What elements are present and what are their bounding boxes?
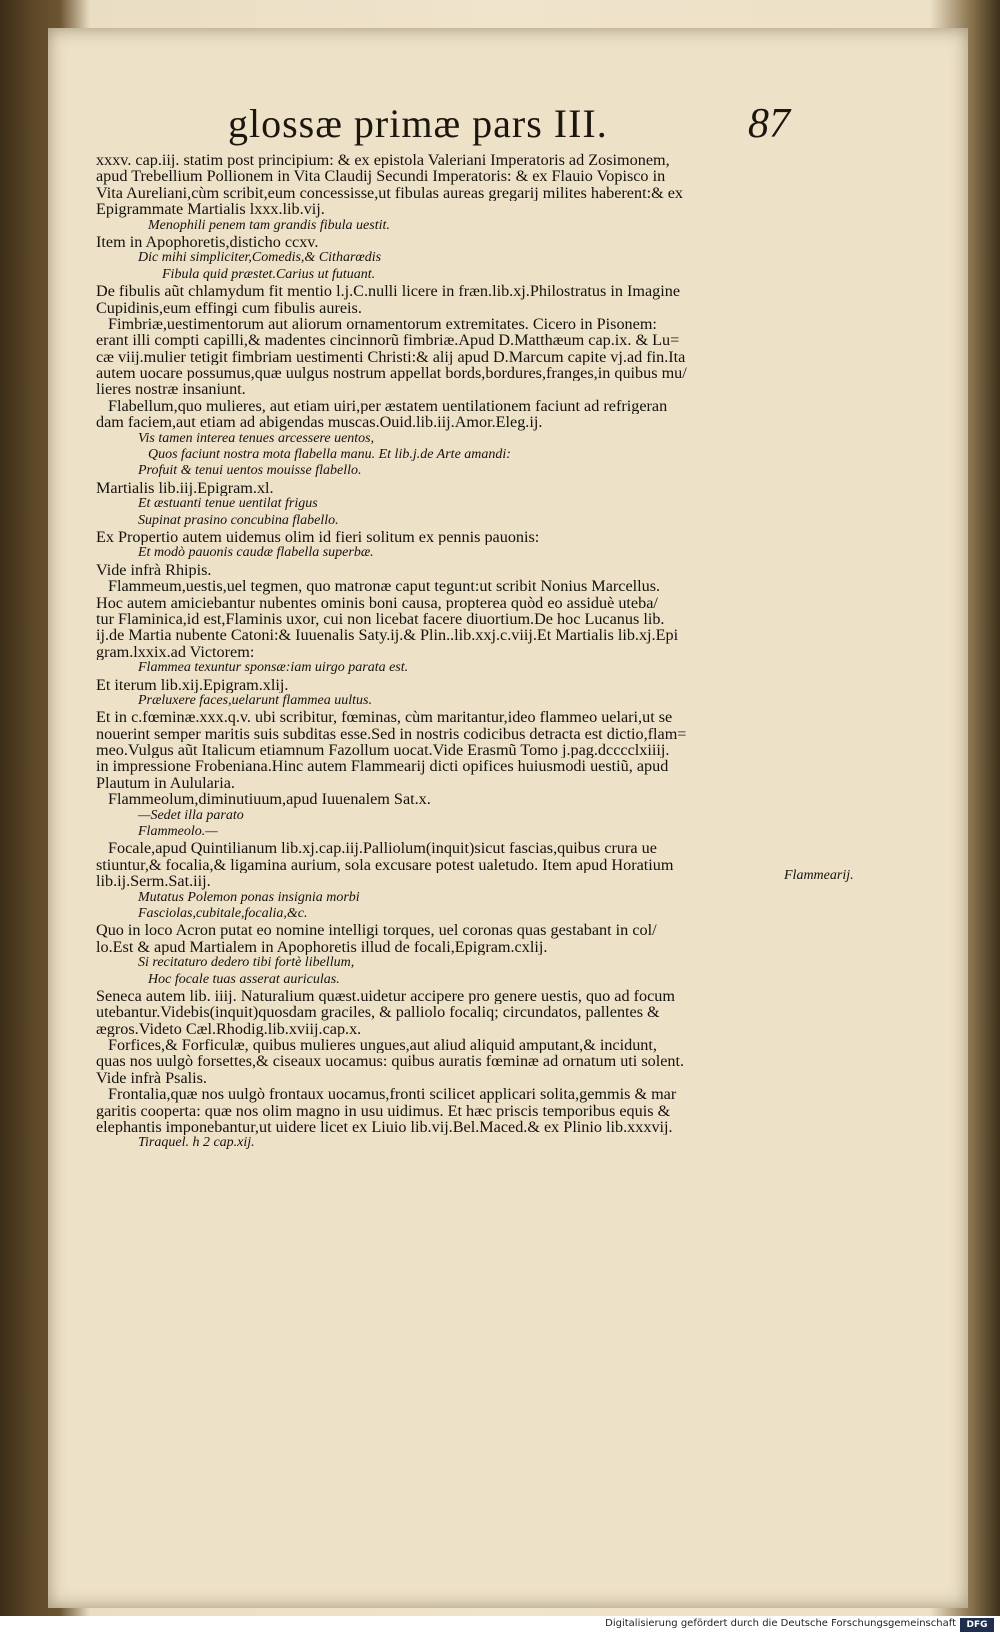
page-number: 87 <box>748 101 790 147</box>
text-line: ægros.Videto Cæl.Rhodig.lib.xviij.cap.x. <box>96 1020 362 1038</box>
text-line: Cupidinis,eum effingi cum fibulis aureis. <box>96 299 362 316</box>
text-line: Martialis lib.iij.Epigram.xl. <box>96 479 274 497</box>
text-line: Dic mihi simpliciter,Comedis,& Citharœdis <box>138 250 382 266</box>
text-line: dam faciem,aut etiam ad abigendas muscas.Ouid.lib.iij.Amor.Eleg.ij. <box>96 414 543 431</box>
text-line: Flammea texuntur sponsæ:iam uirgo parata est. <box>138 660 409 676</box>
text-line: Et iterum lib.xij.Epigram.xlij. <box>96 676 289 693</box>
text-line: Vis tamen interea tenues arcessere uentos, <box>138 430 375 446</box>
text-line: Vide infrà Psalis. <box>96 1069 207 1087</box>
footer-bar <box>0 1616 1000 1634</box>
text-line: stiuntur,& focalia,& ligamina aurium, sola excusare potest ualetudo. Item apud Horatium <box>96 856 674 874</box>
text-line: lib.ij.Serm.Sat.iij. <box>96 873 211 890</box>
text-line: apud Trebellium Pollionem in Vita Claudij Secundi Imperatoris: & ex Flauio Vopisco in <box>96 168 666 185</box>
text-line: Focale,apud Quintilianum lib.xj.cap.iij.Palliolum(inquit)sicut fascias,quibus crura ue <box>108 840 657 857</box>
footer-credit: Digitalisierung gefördert durch die Deutsche Forschungsgemeinschaft <box>605 1618 956 1629</box>
text-line: lieres nostræ insaniunt. <box>96 381 246 398</box>
text-line: Mutatus Polemon ponas insignia morbi <box>138 889 360 905</box>
text-line: meo.Vulgus aũt Italicum etiamnum Fazollum uocat.Vide Erasmũ Tomo j.pag.dcccclxiiij. <box>96 742 670 759</box>
text-line: Seneca autem lib. iiij. Naturalium quæst.uidetur accipere pro genere uestis, quo ad focum <box>96 987 675 1005</box>
text-line: Forfices,& Forficulæ, quibus mulieres ungues,aut aliud aliquid amputant,& incidunt, <box>108 1037 657 1054</box>
text-line: Fimbriæ,uestimentorum aut aliorum ornamentorum extremitates. Cicero in Pisonem: <box>108 315 657 333</box>
text-line: Fibula quid præstet.Carius ut futuant. <box>162 266 376 282</box>
text-line: Et modò pauonis caudæ flabella superbæ. <box>138 545 374 561</box>
body-text <box>96 152 792 1152</box>
text-line: Item in Apophoretis,disticho ccxv. <box>96 233 319 251</box>
text-line: Et æstuanti tenue uentilat frigus <box>138 496 318 512</box>
text-line: garitis cooperta: quæ nos olim magno in usu uidimus. Et hæc priscis temporibus equis & <box>96 1102 671 1120</box>
text-line: xxxv. cap.iij. statim post principium: & ex epistola Valeriani Imperatoris ad Zosimonem, <box>96 152 670 169</box>
text-line: Ex Propertio autem uidemus olim id fieri solitum ex pennis pauonis: <box>96 528 540 546</box>
text-line: utebantur.Videbis(inquit)quosdam graciles, & palliolo focaliq; circundatos, pallentes & <box>96 1004 660 1021</box>
text-line: quas nos uulgò forsettes,& ciseaux uocamus: quibus auratis fœminæ ad ornatum uti solent. <box>96 1053 685 1070</box>
text-line: Flabellum,quo mulieres, aut etiam uiri,per æstatem uentilationem faciunt ad refrigeran <box>108 397 668 415</box>
text-line: Quos faciunt nostra mota flabella manu. Et lib.j.de Arte amandi: <box>148 447 511 463</box>
text-line: Fasciolas,cubitale,focalia,&c. <box>138 905 308 921</box>
text-line: Vide infrà Rhipis. <box>96 561 212 579</box>
text-line: Hoc autem amiciebantur nubentes ominis boni causa, propterea quòd eo assiduè uteba/ <box>96 594 658 611</box>
text-line: lo.Est & apud Martialem in Apophoretis illud de focali,Epigram.cxlij. <box>96 938 548 956</box>
margin-note: Flammearij. <box>784 868 854 883</box>
text-line: gram.lxxix.ad Victorem: <box>96 643 255 661</box>
text-line: —Sedet illa parato <box>138 807 244 823</box>
text-line: Quo in loco Acron putat eo nomine intelligi torques, uel coronas quas gestabant in col/ <box>96 922 657 939</box>
text-line: Flammeolum,diminutiuum,apud Iuuenalem Sat.x. <box>108 791 431 808</box>
text-line: Profuit & tenui uentos mouisse flabello. <box>138 463 362 479</box>
text-line: Si recitaturo dedero tibi fortè libellum, <box>138 955 355 971</box>
text-line: Tiraquel. h 2 cap.xij. <box>138 1135 255 1151</box>
running-title: glossæ primæ pars III. <box>228 101 608 146</box>
text-line: tur Flaminica,id est,Flaminis uxor, cui non licebat facere diuortium.De hoc Lucanus lib. <box>96 610 665 628</box>
text-line: Vita Aureliani,cùm scribit,eum concessisse,ut fibulas aureas gregarij milites haberent:& ex <box>96 184 683 202</box>
text-line: cæ viij.mulier tetigit fimbriam uestimenti Christi:& alij apud D.Marcum capite vj.ad fin.Ita <box>96 348 686 366</box>
text-line: Plautum in Aulularia. <box>96 774 235 792</box>
text-line: Flammeum,uestis,uel tegmen, quo matronæ caput tegunt:ut scribit Nonius Marcellus. <box>108 578 661 595</box>
text-line: erant illi compti capilli,& madentes cincinnorũ fimbriæ.Apud D.Matthæum cap.ix. & Lu= <box>96 332 680 349</box>
text-line: Hoc focale tuas asserat auriculas. <box>148 971 340 987</box>
text-line: Epigrammate Martialis lxxx.lib.vij. <box>96 201 325 218</box>
text-line: Præluxere faces,uelarunt flammea uultus. <box>138 692 372 708</box>
text-line: De fibulis aũt chlamydum fit mentio l.j.C.nulli licere in fræn.lib.xj.Philostratus in Imagine <box>96 283 681 300</box>
dfg-logo: DFG <box>960 1618 994 1632</box>
text-line: ij.de Martia nubente Catoni:& Iuuenalis Saty.ij.& Plin..lib.xxj.c.viij.Et Martialis lib.xj.Epi <box>96 627 679 644</box>
text-line: Menophili penem tam grandis fibula uestit. <box>148 217 390 233</box>
text-line: in impressione Frobeniana.Hinc autem Flammearij dicti opifices huiusmodi uestiũ, apud <box>96 758 669 775</box>
text-line: Supinat prasino concubina flabello. <box>138 512 339 528</box>
text-line: autem uocare possumus,quæ uulgus nostrum appellat bords,bordures,franges,in quibus mu/ <box>96 365 687 382</box>
text-line: Et in c.fœminæ.xxx.q.v. ubi scribitur, fœminas, cùm maritantur,ideo flammeo uelari,ut se <box>96 709 673 726</box>
text-line: elephantis imponebantur,ut uidere licet ex Liuio lib.vij.Bel.Maced.& ex Plinio lib.xxxvij. <box>96 1119 673 1136</box>
text-line: Flammeolo.— <box>138 824 218 840</box>
text-line: Frontalia,quæ nos uulgò frontaux uocamus,fronti scilicet applicari solita,gemmis & mar <box>108 1086 677 1103</box>
text-line: nouerint semper maritis suis subditas esse.Sed in nostris codicibus detracta est dictio,flam= <box>96 725 687 743</box>
